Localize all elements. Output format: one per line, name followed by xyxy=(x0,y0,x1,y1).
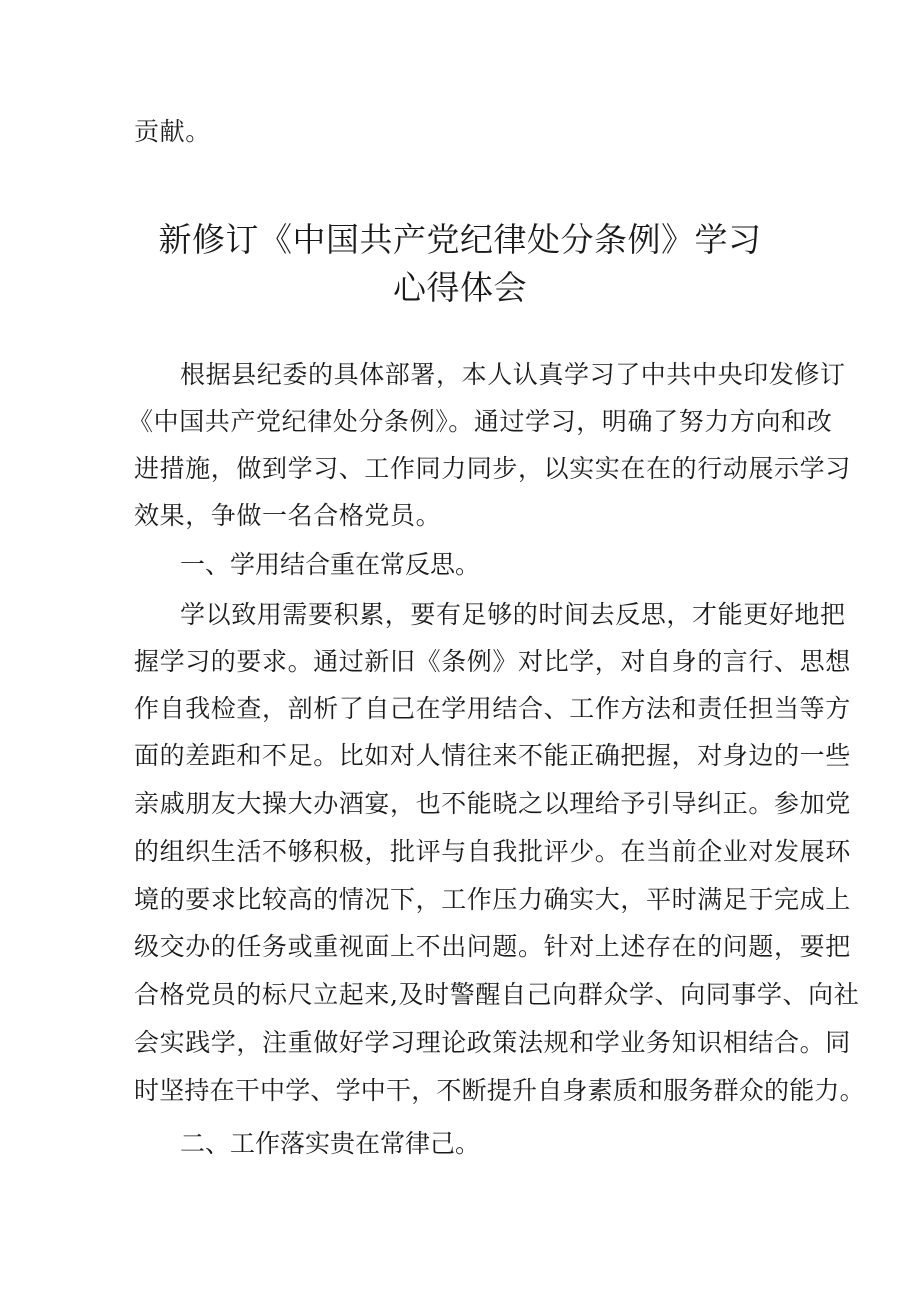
document-title-line-2: 心得体会 xyxy=(393,268,527,307)
section-1-paragraph-line: 境的要求比较高的情况下，工作压力确实大，平时满足于完成上 xyxy=(134,885,851,914)
intro-paragraph-line: 《中国共产党纪律处分条例》。通过学习，明确了努力方向和改 xyxy=(128,407,833,436)
section-1-paragraph-line: 握学习的要求。通过新旧《条例》对比学，对自身的言行、思想 xyxy=(134,647,851,676)
intro-paragraph-line: 进措施，做到学习、工作同力同步，以实实在在的行动展示学习 xyxy=(134,454,851,483)
intro-paragraph-line: 根据县纪委的具体部署，本人认真学习了中共中央印发修订 xyxy=(180,360,846,389)
section-1-paragraph-line: 作自我检查，剖析了自己在学用结合、工作方法和责任担当等方 xyxy=(134,694,851,723)
section-1-paragraph-line: 会实践学，注重做好学习理论政策法规和学业务知识相结合。同 xyxy=(134,1028,851,1057)
section-1-paragraph-line: 时坚持在干中学、学中干，不断提升自身素质和服务群众的能力。 xyxy=(134,1076,865,1105)
section-1-paragraph-line: 级交办的任务或重视面上不出问题。针对上述存在的问题，要把 xyxy=(134,932,851,961)
section-1-paragraph-line: 合格党员的标尺立起来,及时警醒自己向群众学、向同事学、向社 xyxy=(134,980,860,1009)
section-1-paragraph-line: 面的差距和不足。比如对人情往来不能正确把握，对身边的一些 xyxy=(134,741,851,770)
section-1-heading: 一、学用结合重在常反思。 xyxy=(180,550,481,579)
section-1-paragraph-line: 亲戚朋友大操大办酒宴，也不能晓之以理给予引导纠正。参加党 xyxy=(134,789,851,818)
leading-text: 贡献。 xyxy=(134,117,211,146)
intro-paragraph-line: 效果，争做一名合格党员。 xyxy=(134,501,442,530)
section-1-paragraph-line: 学以致用需要积累，要有足够的时间去反思，才能更好地把 xyxy=(180,600,846,629)
section-1-paragraph-line: 的组织生活不够积极，批评与自我批评少。在当前企业对发展环 xyxy=(134,837,851,866)
section-2-heading: 二、工作落实贵在常律己。 xyxy=(180,1129,481,1158)
document-title-line-1: 新修订《中国共产党纪律处分条例》学习 xyxy=(158,220,762,259)
